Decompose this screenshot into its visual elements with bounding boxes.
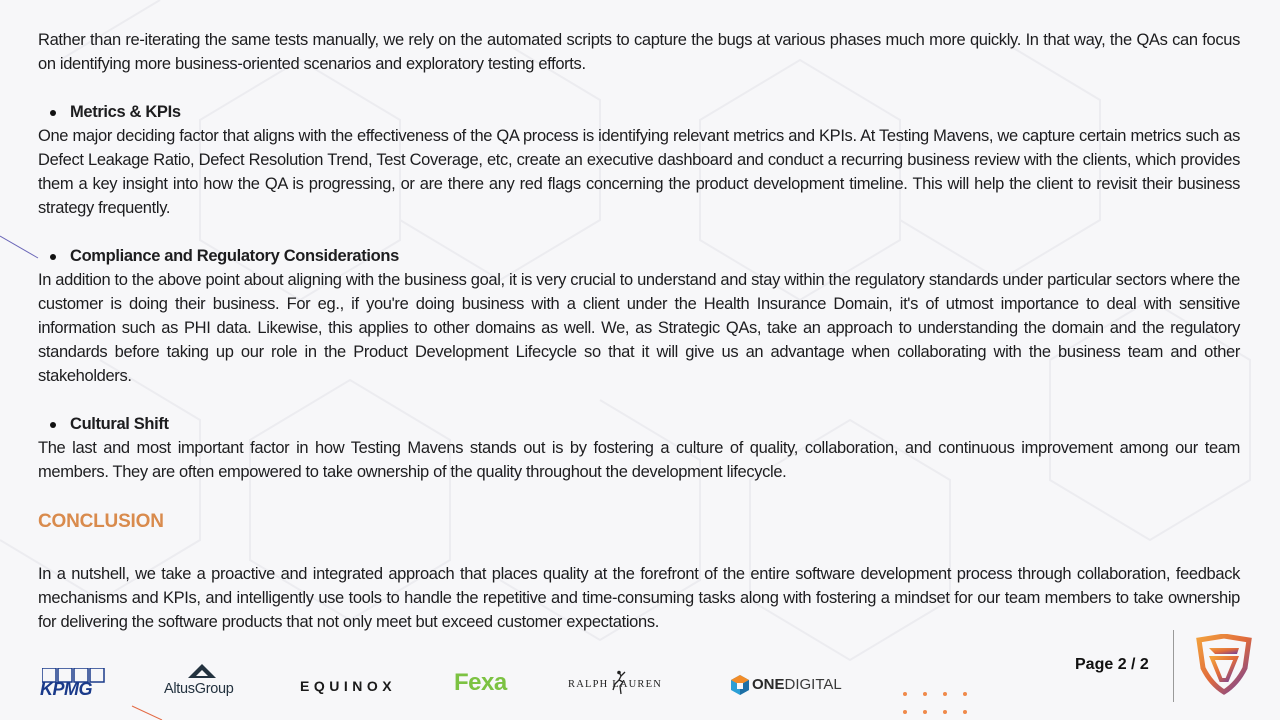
page-number: Page 2 / 2 [1075, 656, 1149, 673]
polo-player-icon [612, 670, 626, 696]
client-logos [0, 640, 1280, 720]
kpmg-logo: KPMG [40, 668, 110, 698]
intro-paragraph: Rather than re-iterating the same tests manually, we rely on the automated scripts to capture the bugs at various phases much more quickly. In that way, the QAs can focus on identifying more business-oriented scenarios and exploratory testing efforts. [38, 31, 1240, 73]
bullet-icon [50, 110, 56, 116]
onedigital-mark-icon [730, 675, 750, 695]
altusgroup-logo: AltusGroup [164, 662, 246, 698]
conclusion-body: In a nutshell, we take a proactive and integrated approach that places quality at the forefront of the entire software development process through collaboration, feedback mechanisms and KPIs, and intelligently use tools to handle the repetitive and time-consuming tasks along with fostering a mindset for our team members to take ownership for delivering the software products that not only meet but exceed customer expectations. [38, 565, 1240, 631]
onedigital-logo: ONEDIGITAL [730, 674, 850, 698]
document-body [38, 28, 1240, 634]
ralph-lauren-logo: RALPH LAUREN [568, 670, 678, 700]
conclusion-heading: CONCLUSION [38, 511, 164, 532]
section-heading-metrics: Metrics & KPIs [38, 100, 1240, 124]
section-heading-compliance: Compliance and Regulatory Considerations [38, 244, 1240, 268]
bullet-icon [50, 254, 56, 260]
section-body-metrics: One major deciding factor that aligns with the effectiveness of the QA process is identifying relevant metrics and KPIs. At Testing Mavens, we capture certain metrics such as Defect Leakage Ratio, Defect Resolution Trend, Test Coverage, etc, create an executive dashboard and conduct a recurring business review with the clients, which provides them a key insight into how the QA is progressing, or are there any red flags concerning the product development timeline. This will help the client to revisit their business strategy frequently. [38, 127, 1240, 217]
section-body-compliance: In addition to the above point about aligning with the business goal, it is very crucial to understand and stay within the regulatory standards under particular sectors where the customer is doing their business. For eg., if you're doing business with a client under the Health Insurance Domain, it's of utmost importance to deal with sensitive information such as PHI data. Likewise, this applies to other domains as well. We, as Strategic QAs, take an approach to understanding the domain and the regulatory standards before taking up our role in the Product Development Lifecycle so that it will give us an advantage when collaborating with the business team and other stakeholders. [38, 271, 1240, 385]
section-heading-cultural: Cultural Shift [38, 412, 1240, 436]
footer-divider [1173, 630, 1174, 702]
fexa-logo: Fexa [454, 669, 507, 696]
bullet-icon [50, 422, 56, 428]
testing-mavens-shield-logo [1193, 634, 1255, 696]
section-body-cultural: The last and most important factor in how Testing Mavens stands out is by fostering a culture of quality, collaboration, and continuous improvement among our team members. They are often empowered to take ownership of the quality throughout the development lifecycle. [38, 439, 1240, 481]
equinox-logo: EQUINOX [300, 678, 397, 694]
